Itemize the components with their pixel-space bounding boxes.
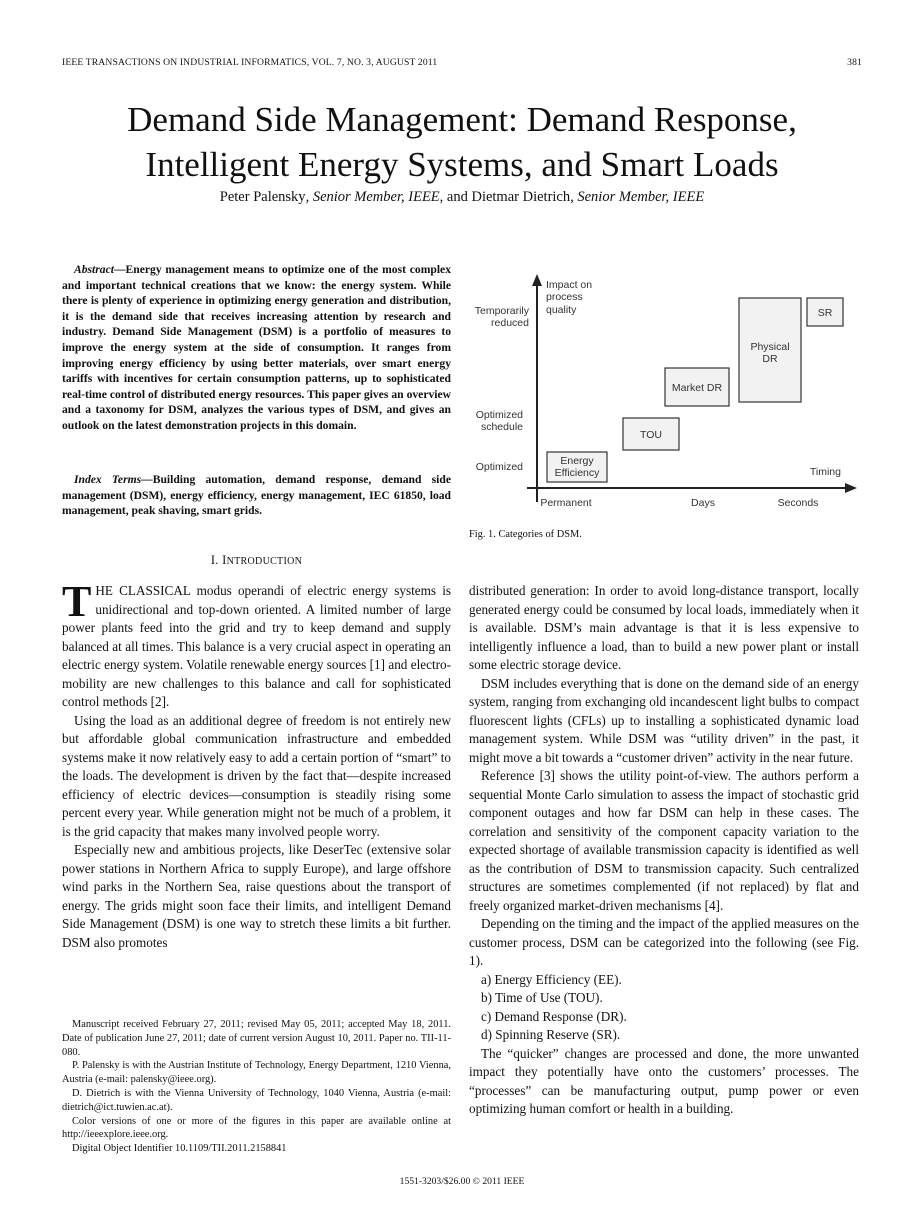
x-axis-title: Timing	[809, 466, 841, 478]
right-paragraph-5: The “quicker” changes are processed and done, the more unwanted impact they potentially have onto the customers’ processes. The “processes” can be manufacturing output, pump power or even optimizing human comfort or health in a building.	[469, 1045, 859, 1116]
x-tick-seconds: Seconds	[777, 497, 819, 509]
author-1-name: Peter Palensky	[219, 189, 306, 205]
y-axis-title-line-2: process	[546, 291, 583, 303]
box-market-dr-label: Market DR	[671, 382, 723, 394]
right-paragraph-1: distributed generation: In order to avoid long-distance transport, locally generated energy could be consumed by local loads, immediately when it is available. DSM’s main advantage is that it is less expensive to intelligently influence a load, than to build a new power plant or install some electric storage device.	[469, 583, 859, 672]
list-item: d) Spinning Reserve (SR).	[481, 1027, 621, 1042]
y-level-optimized-schedule-1: Optimized	[475, 409, 523, 421]
right-paragraph-4: Depending on the timing and the impact of the applied measures on the customer process, DSM can be categorized into the following (see Fig. 1).	[469, 916, 859, 968]
list-item: b) Time of Use (TOU).	[481, 990, 603, 1005]
intro-paragraph-2: Using the load as an additional degree of freedom is not entirely new but affordable global communication infrastructure and embedded systems make it now relatively easy to add a certain portion of “smart” to the loads. The development is driven by the fact that—despite increased efficiency of electric devices—consumption is steadily rising some percent every year. While generation might not be much of a problem, it is the grid capacity that makes many involved people worry.	[62, 712, 451, 839]
title-line-1: Demand Side Management: Demand Response,	[127, 100, 797, 139]
index-terms-text: —Building automation, demand response, demand side management (DSM), energy efficiency, energy management, IEC 61850, load management, peak shaving, smart grids.	[62, 473, 451, 518]
figure-1	[469, 270, 869, 520]
intro-right-column	[469, 582, 859, 1119]
running-header	[62, 57, 862, 68]
copyright-footer: 1551-3203/$26.00 © 2011 IEEE	[399, 1176, 525, 1187]
journal-name: IEEE TRANSACTIONS ON INDUSTRIAL INFORMATICS, VOL. 7, NO. 3, AUGUST 2011	[62, 57, 438, 68]
list-item: a) Energy Efficiency (EE).	[481, 971, 622, 987]
author-conjunction: , and	[439, 189, 468, 205]
right-paragraph-3: Reference [3] shows the utility point-of-view. The authors perform a sequential Monte Carlo simulation to assess the impact of stochastic grid component outages and how far DSM can help in these cases. The correlation and sensitivity of the component capacity variation to the expected shortage of available transmission capacity is identified as well as the contribution of DSM to transmission capacity. Such centralized structures are sometimes complemented (if not replaced) by flat and freely organized market-driven mechanisms [4].	[469, 768, 859, 913]
box-physical-dr-label-2: DR	[762, 353, 778, 365]
box-physical-dr-label-1: Physical	[750, 341, 790, 353]
x-tick-days: Days	[691, 497, 715, 509]
abstract	[62, 262, 451, 434]
index-terms	[62, 472, 451, 519]
y-level-reduced: reduced	[491, 317, 529, 329]
x-axis-arrow-icon	[845, 483, 857, 493]
author-2-name: Dietmar Dietrich	[471, 189, 571, 205]
footnote-author-1: P. Palensky is with the Austrian Institute of Technology, Energy Department, 1210 Vienna, Austria (e-mail: palensky@ieee.org).	[62, 1060, 451, 1086]
y-level-temporarily: Temporarily	[474, 305, 529, 317]
box-energy-efficiency-label-1: Energy	[560, 455, 594, 467]
y-axis-arrow-icon	[532, 274, 542, 286]
right-paragraph-2: DSM includes everything that is done on the demand side of an energy system, ranging from exchanging old incandescent light bulbs to compact fluorescent lights (CFLs) up to installing a sophisticated dynamic load management system. While DSM was “utility driven” in the past, it might move a bit towards a “customer driven” activity in the near future.	[469, 675, 859, 765]
y-level-optimized: Optimized	[475, 461, 523, 473]
paper-title	[62, 97, 862, 187]
y-axis-title-line-3: quality	[546, 304, 577, 316]
title-line-2: Intelligent Energy Systems, and Smart Loads	[145, 145, 779, 184]
intro-paragraph-1: HE CLASSICAL modus operandi of electric energy systems is unidirectional and top-down oriented. A limited number of large power plants feed into the grid and try to keep demand and supply balanced at all times. This balance is a very crucial aspect in operating an electric energy system. Volatile renewable energy sources [1] and electro-mobility are new challenges to this balance and call for sophisticated control methods [2].	[62, 583, 451, 709]
author-1-role: , Senior Member, IEEE	[305, 189, 440, 205]
y-axis-title-line-1: Impact on	[546, 279, 593, 291]
section-first-letter: I	[222, 553, 227, 567]
intro-paragraph-3: Especially new and ambitious projects, like DeserTec (extensive solar power stations in Northern Africa to supply Europe), and large offshore wind parks in the Northern Sea, raise questions about the transport of energy. The grids might soon face their limits, and intelligent Demand Side Management (DSM) is one way to stretch these limits a bit further. DSM also promotes	[62, 842, 451, 950]
abstract-text: —Energy management means to optimize one of the most complex and important technical creations that we know: the energy system. While there is plenty of experience in optimizing energy generation and distribution, it is the demand side that receives increasing attention by research and industry. Demand Side Management (DSM) is a portfolio of measures to improve the energy system at the side of consumption. It ranges from improving energy efficiency by using better materials, over smart energy tariffs with incentives for certain consumption patterns, up to sophisticated real-time control of distributed energy resources. This paper gives an overview and a taxonomy for DSM, analyzes the various types of DSM, and gives an outlook on the latest demonstration projects in this domain.	[62, 263, 451, 432]
page-number: 381	[847, 57, 862, 68]
x-tick-permanent: Permanent	[540, 497, 592, 509]
box-energy-efficiency-label-2: Efficiency	[554, 467, 600, 479]
footnote-manuscript: Manuscript received February 27, 2011; revised May 05, 2011; accepted May 18, 2011. Date of publication June 27, 2011; date of current version August 10, 2011. Paper no. TII-11-080.	[62, 1019, 451, 1058]
footnote-color: Color versions of one or more of the figures in this paper are available online at http://ieeexplore.ieee.org.	[62, 1115, 451, 1141]
intro-left-column	[62, 577, 451, 952]
author-line	[62, 189, 862, 206]
abstract-label: Abstract	[74, 263, 114, 276]
box-tou-label: TOU	[640, 429, 662, 441]
footnote-doi: Digital Object Identifier 10.1109/TII.2011.2158841	[72, 1143, 287, 1155]
section-number: I.	[210, 553, 223, 567]
y-level-optimized-schedule-2: schedule	[480, 421, 523, 433]
footnotes	[62, 1018, 451, 1156]
section-heading	[62, 553, 451, 568]
author-2-role: , Senior Member, IEEE	[570, 189, 705, 205]
dsm-categories-diagram	[469, 270, 869, 520]
section-title-rest: NTRODUCTION	[226, 556, 303, 567]
box-sr-label: SR	[817, 307, 833, 319]
index-terms-label: Index Terms	[74, 473, 142, 486]
figure-caption: Fig. 1. Categories of DSM.	[469, 529, 582, 540]
drop-cap: T	[62, 577, 92, 626]
list-item: c) Demand Response (DR).	[481, 1008, 627, 1024]
footnote-author-2: D. Dietrich is with the Vienna University of Technology, 1040 Vienna, Austria (e-mail: dietrich@ict.tuwien.ac.at).	[62, 1087, 451, 1113]
dsm-category-list	[469, 971, 859, 1045]
